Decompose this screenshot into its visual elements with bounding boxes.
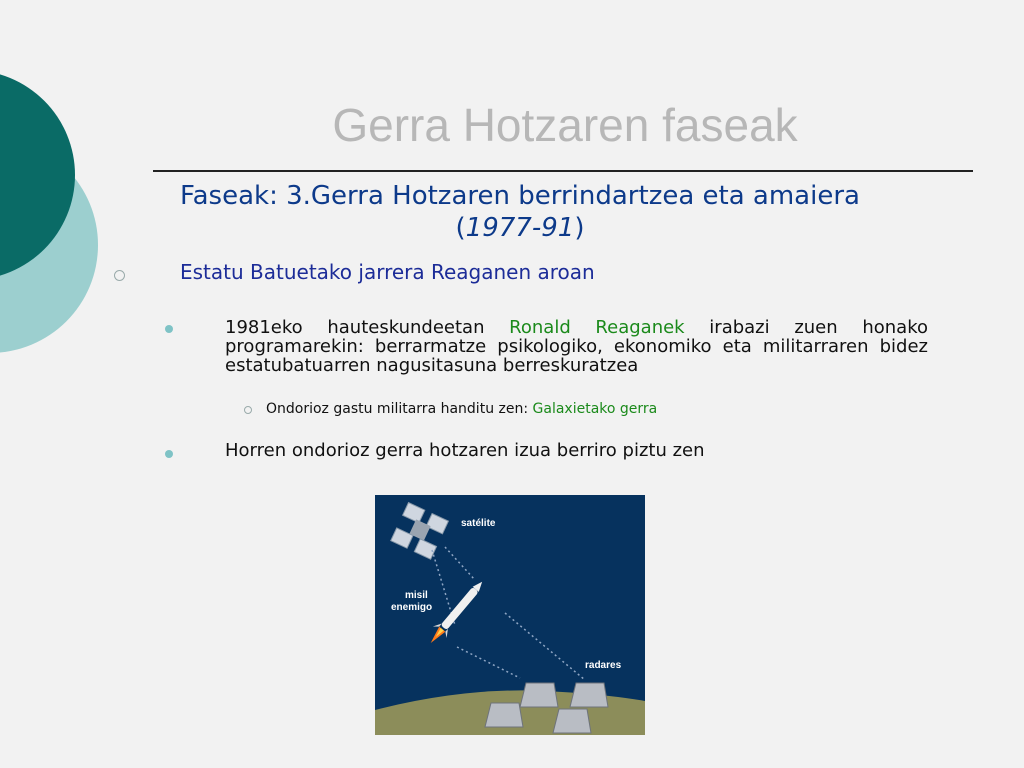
label-radars: radares [585,660,622,671]
bullet-item-2: Horren ondorioz gerra hotzaren izua berriro piztu zen [225,440,705,461]
slide-title: Gerra Hotzaren faseak [332,99,798,151]
sub-bullet-1 [266,401,657,417]
bullet-level1: Estatu Batuetako jarrera Reaganen aroan [180,260,595,284]
item1-prefix: 1981eko hauteskundeetan [225,317,510,338]
dot-bullet-icon [165,325,173,333]
ring-bullet-icon [114,270,125,281]
subtitle-main: Faseak: 3.Gerra Hotzaren berrindartzea eta amaiera [180,181,860,211]
label-missile-line2: enemigo [391,602,433,613]
title-divider [153,170,973,172]
bullet-item-1 [225,318,928,375]
decorative-circles [0,0,160,420]
small-ring-bullet-icon [244,406,252,414]
label-missile-line1: misil [405,590,428,601]
dot-bullet-icon [165,450,173,458]
sub1-highlight: Galaxietako gerra [532,401,658,417]
subtitle-years: 1977-91 [465,213,575,243]
item1-suffix: irabazi zuen honako programarekin: berrarmatze psikologiko, ekonomiko eta militarraren bidez estatubatuarren nagusitasuna berreskuratzea [225,317,929,376]
item1-highlight: Ronald Reaganek [509,317,685,338]
star-wars-defense-illustration [375,495,645,735]
subtitle-open-paren: ( [455,213,466,243]
sub1-prefix: Ondorioz gastu militarra handitu zen: [266,401,533,417]
subtitle-close-paren: ) [574,213,585,243]
slide-subtitle [140,180,900,244]
label-satellite: satélite [461,518,496,529]
